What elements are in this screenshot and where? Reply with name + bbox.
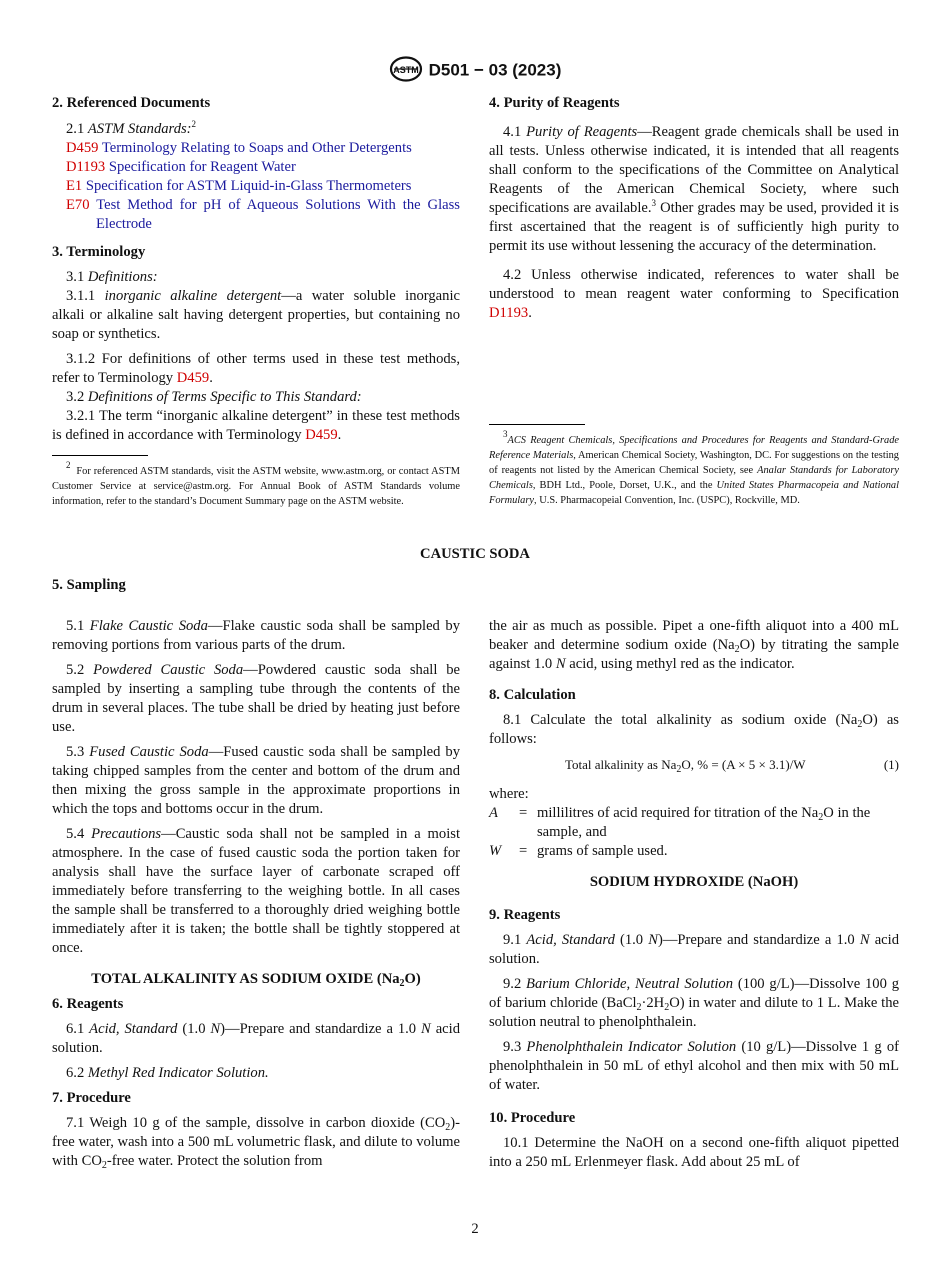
para-6-1: 6.1 Acid, Standard (1.0 N)—Prepare and standardize a 1.0 N acid solution. bbox=[52, 1021, 460, 1056]
para-4-1: 4.1 Purity of Reagents—Reagent grade chemicals shall be used in all tests. Unless otherwise indicated, it is intended that all reagents shall conform to the specifications of the Committee on Analytical Reagents of the American Chemical Society, where such specifications are available.$^3$ Other grades may be used, provided it is first ascertained that the reagent is of sufficiently high purity to permit its use without lessening the accuracy of the determination. bbox=[489, 124, 900, 254]
para-5-3: 5.3 Fused Caustic Soda—Fused caustic soda shall be sampled by taking chipped samples from the center and bottom of the drum and then mixing the gross sample in the approximate proportions in which the tops and bottoms occur in the drum. bbox=[52, 744, 461, 817]
para-8-1: 8.1 Calculate the total alkalinity as sodium oxide $(Na_2O)$ as follows: bbox=[489, 712, 899, 747]
designation: D501 − 03 (2023) bbox=[428, 60, 562, 80]
where-label: where: bbox=[489, 786, 529, 802]
ref-link-d1193[interactable]: D1193 bbox=[489, 305, 529, 321]
para-2-1: 2.1 ASTM Standards:$^2$ bbox=[66, 119, 197, 137]
para-3-1: 3.1 Definitions: bbox=[66, 269, 158, 285]
section-7-title: 7. Procedure bbox=[52, 1090, 131, 1106]
ref-e1[interactable]: E1 Specification for ASTM Liquid-in-Glass Thermometers bbox=[66, 178, 412, 194]
para-5-2: 5.2 Powdered Caustic Soda—Powdered caustic soda shall be sampled by inserting a sampling tube through the contents of the drum in several places. The tube shall be dried by heating just before use. bbox=[52, 662, 460, 735]
variable-w: W = grams of sample used. bbox=[489, 843, 668, 859]
section-5-title: 5. Sampling bbox=[52, 577, 126, 593]
caustic-soda-heading: CAUSTIC SODA bbox=[420, 546, 530, 562]
ref-link-d459-2[interactable]: D459 bbox=[305, 427, 338, 443]
para-9-1: 9.1 Acid, Standard (1.0 N)—Prepare and standardize a 1.0 N acid solution. bbox=[489, 932, 900, 967]
section-9-title: 9. Reagents bbox=[489, 907, 561, 923]
page-number: 2 bbox=[471, 1221, 479, 1237]
para-9-2: 9.2 Barium Chloride, Neutral Solution (100 g/L)—Dissolve 100 g of barium chloride $(BaCl_2\cdot 2H_2O)$ in water and dilute to 1 L. Make the solution neutral to phenolphthalein. bbox=[489, 976, 899, 1030]
section-10-title: 10. Procedure bbox=[489, 1110, 576, 1126]
page-header bbox=[0, 56, 950, 86]
section-3-title: 3. Terminology bbox=[52, 244, 146, 260]
equation-number: (1) bbox=[883, 757, 899, 772]
section-4-title: 4. Purity of Reagents bbox=[489, 95, 620, 111]
equation-1 bbox=[489, 755, 899, 777]
para-5-4: 5.4 Precautions—Caustic soda shall not be sampled in a moist atmosphere. In the case of fused caustic soda the portion taken for analysis shall have the surface layer of carbonate scraped off immediately before transferring to the weighing bottle. In all cases the sample shall be transferred to a thoroughly dried weighing bottle immediately after it is taken; the bottle shall be tightly stoppered at once. bbox=[52, 826, 460, 956]
equation-expression: Total alkalinity as $Na_2O$, % = (A × 5 × 3.1)/W bbox=[565, 757, 806, 775]
ref-d459[interactable]: D459 Terminology Relating to Soaps and Other Detergents bbox=[66, 140, 412, 156]
footnote-rule bbox=[52, 455, 148, 456]
para-6-2: 6.2 Methyl Red Indicator Solution. bbox=[66, 1065, 269, 1081]
para-10-1: 10.1 Determine the NaOH on a second one-fifth aliquot pipetted into a 250 mL Erlenmeyer flask. Add about 25 mL of bbox=[489, 1135, 899, 1170]
para-3-1-2: 3.1.2 For definitions of other terms used in these test methods, refer to Terminology D459. bbox=[52, 351, 460, 386]
section-2-title: 2. Referenced Documents bbox=[52, 95, 211, 111]
para-5-1: 5.1 Flake Caustic Soda—Flake caustic soda shall be sampled by removing portions from various parts of the drum. bbox=[52, 618, 460, 653]
variable-a: A = millilitres of acid required for titration of the $Na_2O$ in the sample, and bbox=[489, 805, 871, 840]
svg-text:ASTM: ASTM bbox=[392, 65, 419, 75]
section-8-title: 8. Calculation bbox=[489, 687, 576, 703]
section-purity-of-reagents bbox=[489, 94, 899, 323]
ref-e70[interactable]: E70 Test Method for pH of Aqueous Solutions With the Glass Electrode bbox=[66, 197, 460, 232]
para-7-1: 7.1 Weigh 10 g of the sample, dissolve in carbon dioxide $(CO_2)$-free water, wash into a 500 mL volumetric flask, and dilute to volume with $CO_2$-free water. Protect the solution from bbox=[52, 1115, 460, 1171]
para-7-1-cont: the air as much as possible. Pipet a one-fifth aliquot into a 400 mL beaker and determine sodium oxide $(Na_2O)$ by titrating the sample against 1.0 N acid, using methyl red as the indicator. bbox=[489, 618, 899, 672]
lower-left-column bbox=[52, 617, 460, 1171]
para-4-2: 4.2 Unless otherwise indicated, references to water shall be understood to mean reagent water conforming to Specification D1193. bbox=[489, 267, 899, 321]
para-9-3: 9.3 Phenolphthalein Indicator Solution (10 g/L)—Dissolve 1 g of phenolphthalein in 50 mL of ethyl alcohol and then mix with 50 mL of water. bbox=[489, 1039, 899, 1093]
lower-right-column bbox=[489, 617, 899, 1172]
footnote-3: $^3$ACS Reagent Chemicals, Specifications and Procedures for Reagents and Standard-Grade Reference Materials, American Chemical Society, Washington, DC. For suggestions on the testing of reagents not listed by the American Chemical Society, see Analar Standards for Laboratory Chemicals, BDH Ltd., Poole, Dorset, U.K., and the United States Pharmacopeia and National Formulary, U.S. Pharmacopeial Convention, Inc. (USPC), Rockville, MD. bbox=[489, 429, 899, 506]
ref-d1193[interactable]: D1193 Specification for Reagent Water bbox=[66, 159, 296, 175]
para-3-1-1: 3.1.1 inorganic alkaline detergent—a water soluble inorganic alkali or alkaline salt having detergent properties, but containing no soap or synthetics. bbox=[52, 288, 460, 342]
astm-logo-icon bbox=[389, 56, 423, 86]
ref-link-d459[interactable]: D459 bbox=[176, 370, 210, 386]
section-6-title: 6. Reagents bbox=[52, 996, 124, 1012]
total-alkalinity-heading: TOTAL ALKALINITY AS SODIUM OXIDE $(Na_2O)$ bbox=[91, 971, 421, 989]
footnote-rule-right bbox=[489, 424, 585, 425]
para-3-2: 3.2 Definitions of Terms Specific to This Standard: bbox=[66, 389, 362, 405]
para-3-2-1: 3.2.1 The term “inorganic alkaline detergent” in these test methods is defined in accordance with Terminology D459. bbox=[52, 408, 460, 443]
section-referenced-documents bbox=[52, 94, 460, 445]
reference-list bbox=[52, 139, 460, 234]
naoh-heading: SODIUM HYDROXIDE (NaOH) bbox=[589, 874, 799, 890]
footnote-2: $^2$ For referenced ASTM standards, visit the ASTM website, www.astm.org, or contact ASTM Customer Service at service@astm.org. For Annual Book of ASTM Standards volume information, refer to the standard’s Document Summary page on the ASTM website. bbox=[52, 460, 460, 507]
